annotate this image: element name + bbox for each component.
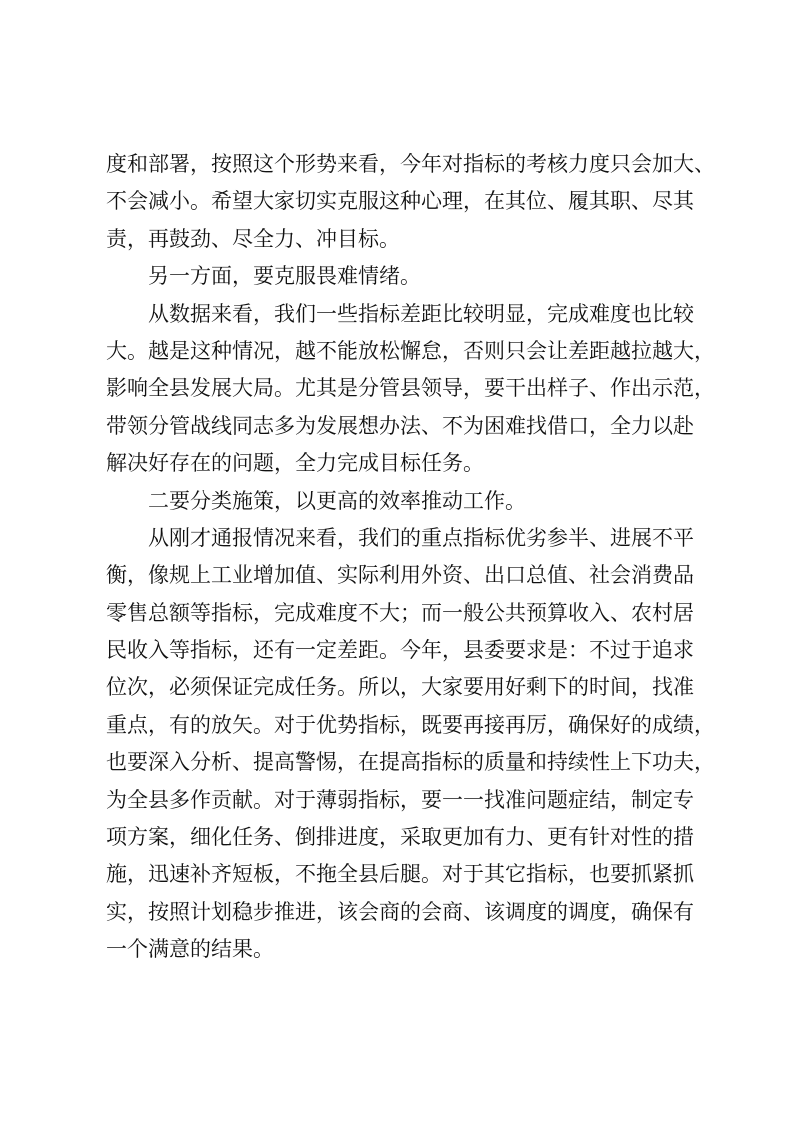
text-line: 带领分管战线同志多为发展想办法、不为困难找借口，全力以赴 (106, 413, 694, 438)
text-line: 解决好存在的问题，全力完成目标任务。 (106, 451, 484, 476)
text-line: 施，迅速补齐短板，不拖全县后腿。对于其它指标，也要抓紧抓 (106, 862, 694, 887)
text-line: 从数据来看，我们一些指标差距比较明显，完成难度也比较 (148, 301, 694, 326)
text-line: 度和部署，按照这个形势来看，今年对指标的考核力度只会加大、 (106, 152, 715, 176)
text-line: 项方案，细化任务、倒排进度，采取更加有力、更有针对性的措 (106, 825, 694, 850)
text-line: 民收入等指标，还有一定差距。今年，县委要求是：不过于追求 (106, 638, 694, 663)
text-line: 影响全县发展大局。尤其是分管县领导，要干出样子、作出示范， (106, 376, 715, 401)
text-line: 从刚才通报情况来看，我们的重点指标优劣参半、进展不平 (148, 525, 694, 550)
text-line: 不会减小。希望大家切实克服这种心理，在其位、履其职、尽其 (106, 189, 694, 214)
text-line: 大。越是这种情况，越不能放松懈怠，否则只会让差距越拉越大， (106, 338, 715, 363)
text-line: 为全县多作贡献。对于薄弱指标，要一一找准问题症结，制定专 (106, 787, 694, 812)
section-heading: 二要分类施策，以更高的效率推动工作。 (148, 488, 526, 513)
paragraph-heading: 另一方面，要克服畏难情绪。 (148, 264, 421, 289)
text-line: 责，再鼓劲、尽全力、冲目标。 (106, 226, 400, 251)
document-body (106, 146, 715, 969)
text-line: 位次，必须保证完成任务。所以，大家要用好剩下的时间，找准 (106, 675, 694, 700)
text-line: 衡，像规上工业增加值、实际利用外资、出口总值、社会消费品 (106, 563, 694, 588)
text-line: 零售总额等指标，完成难度不大；而一般公共预算收入、农村居 (106, 600, 694, 625)
text-line: 实，按照计划稳步推进，该会商的会商、该调度的调度，确保有 (106, 899, 694, 924)
text-line: 一个满意的结果。 (106, 937, 274, 962)
text-line: 也要深入分析、提高警惕，在提高指标的质量和持续性上下功夫， (106, 750, 715, 775)
text-line: 重点，有的放矢。对于优势指标，既要再接再厉，确保好的成绩， (106, 712, 715, 737)
